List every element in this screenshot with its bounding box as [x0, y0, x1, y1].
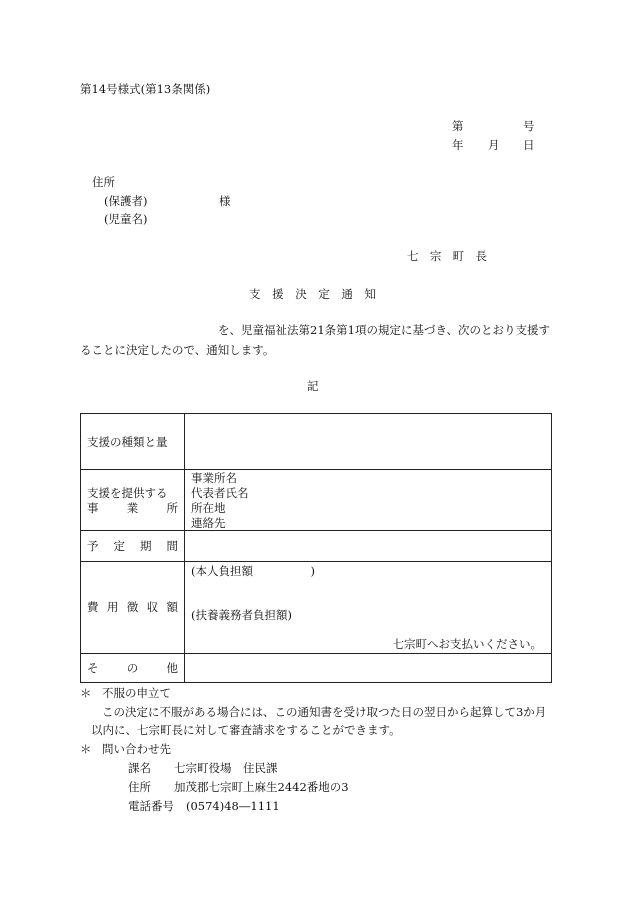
label-text: 支援を提供する — [87, 486, 168, 500]
row-label-provider — [81, 470, 185, 531]
label-char: 費 — [87, 600, 99, 614]
other-value — [185, 654, 552, 683]
title-char: 支 — [249, 287, 261, 301]
objection-line-2: 以内に、七宗町長に対して審査請求をすることができます。 — [91, 723, 401, 737]
row-label-period — [81, 531, 185, 562]
title-char: 援 — [272, 287, 284, 301]
dept-label: 課名 — [128, 761, 151, 775]
row-label-other — [81, 654, 185, 683]
label-text — [87, 600, 178, 614]
objection-line-1: この決定に不服がある場合には、この通知書を受け取つた日の翌日から起算して3か月 — [102, 705, 547, 719]
phone-label: 電話番号 — [128, 799, 174, 813]
contact-bullet: ＊ — [80, 742, 92, 756]
date-day: 日 — [523, 138, 535, 152]
body-line-2: ることに決定したので、通知します。 — [80, 343, 275, 357]
objection-bullet: ＊ — [80, 686, 92, 700]
issuer-char: 宗 — [429, 249, 442, 263]
objection-title: 不服の申立て — [102, 686, 171, 700]
title-char: 知 — [364, 287, 376, 301]
period-value — [185, 531, 552, 562]
guardian-label: (保護者) — [104, 194, 148, 208]
table-row — [81, 654, 552, 683]
title-char: 決 — [295, 287, 307, 301]
row-label-support-type — [81, 414, 185, 470]
provider-details — [185, 470, 552, 531]
document-title — [249, 287, 376, 301]
label-text — [87, 501, 178, 515]
label-text — [87, 661, 178, 675]
dept-value: 七宗町役場 住民課 — [174, 761, 278, 775]
label-text — [87, 539, 178, 553]
label-char: 徴 — [126, 600, 139, 614]
label-char: 業 — [126, 501, 139, 515]
label-char: 収 — [146, 600, 159, 614]
recipient-address-label: 住所 — [92, 175, 115, 189]
support-table — [80, 413, 552, 683]
label-char: 定 — [113, 539, 125, 553]
support-obligor-burden-label: (扶養義務者負担額) — [191, 608, 292, 622]
representative-label: 代表者氏名 — [191, 486, 249, 500]
honorific: 様 — [219, 194, 231, 208]
issuer-char: 町 — [452, 249, 465, 263]
label-char: 事 — [87, 501, 99, 515]
table-row — [81, 531, 552, 562]
label-char: 所 — [166, 501, 178, 515]
provider-name-label: 事業所名 — [191, 471, 237, 485]
table-row — [81, 562, 552, 654]
form-id: 第14号様式(第13条関係) — [80, 82, 211, 96]
label-char: 予 — [87, 539, 99, 553]
body-line-1: を、児童福祉法第21条第1項の規定に基づき、次のとおり支援す — [218, 323, 550, 337]
fee-details — [185, 562, 552, 654]
date-month: 月 — [488, 138, 500, 152]
label-char: の — [126, 661, 139, 675]
issuer-char: 長 — [475, 249, 487, 263]
document-number-suffix: 号 — [523, 119, 535, 133]
date-year: 年 — [452, 138, 464, 152]
contact-address-label: 住所 — [128, 780, 151, 794]
table-row — [81, 414, 552, 470]
payment-note: 七宗町へお支払いください。 — [392, 637, 542, 651]
label-char: 用 — [106, 600, 119, 614]
self-burden-label: (本人負担額 ) — [191, 564, 315, 578]
location-label: 所在地 — [191, 501, 226, 515]
document-number-prefix: 第 — [452, 119, 464, 133]
label-char: 期 — [140, 539, 152, 553]
row-label-fee — [81, 562, 185, 654]
phone-value: (0574)48―1111 — [186, 799, 280, 813]
ki-heading: 記 — [307, 379, 319, 393]
label-char: 他 — [166, 661, 178, 675]
contact-address-value: 加茂郡七宗町上麻生2442番地の3 — [174, 780, 349, 794]
issuer-title — [407, 249, 487, 263]
label-char: 額 — [166, 600, 178, 614]
title-char: 定 — [318, 287, 330, 301]
contact-label: 連絡先 — [191, 516, 226, 530]
issuer-char: 七 — [407, 249, 419, 263]
label-text: 支援の種類と量 — [87, 435, 168, 449]
label-char: 間 — [166, 539, 178, 553]
title-char: 通 — [341, 287, 353, 301]
support-type-value — [185, 414, 552, 470]
contact-title: 問い合わせ先 — [102, 742, 171, 756]
table-row — [81, 470, 552, 531]
child-label: (児童名) — [104, 212, 148, 226]
label-char: そ — [87, 661, 99, 675]
